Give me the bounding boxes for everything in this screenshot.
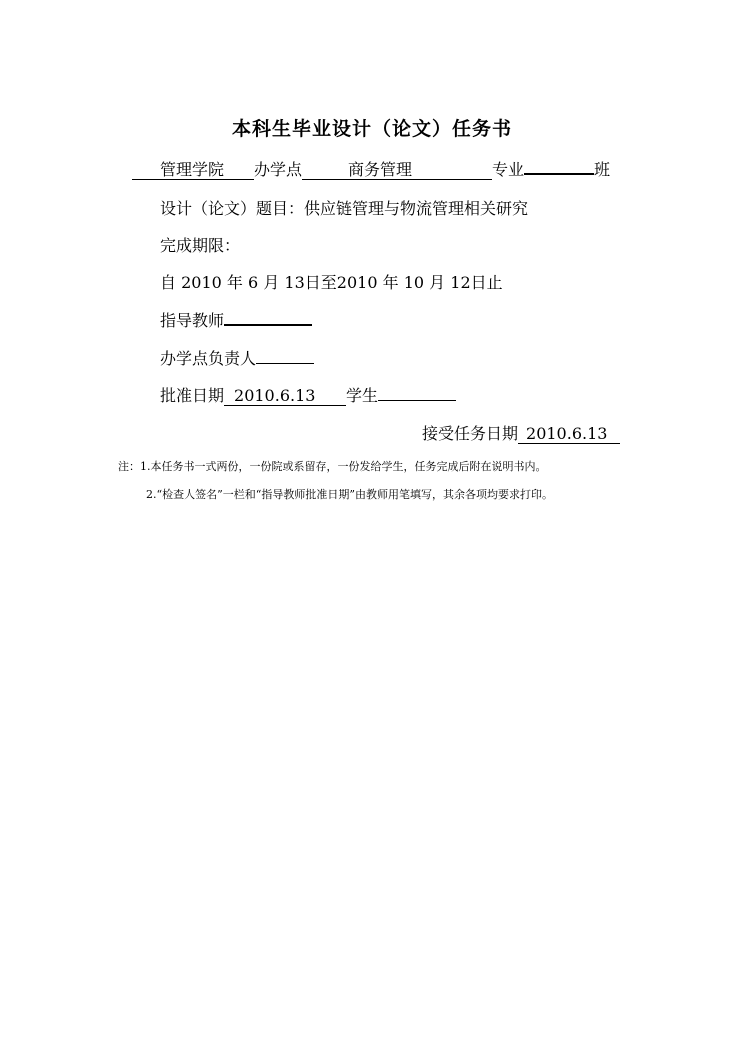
- start-day: 13: [284, 273, 305, 292]
- end-day: 12: [450, 273, 471, 292]
- site-field: [302, 161, 492, 180]
- period-row: [160, 273, 503, 293]
- start-year: 2010: [181, 273, 222, 292]
- major-label: 专业: [492, 160, 525, 179]
- college-field: [132, 161, 254, 180]
- deadline-label: 完成期限：: [160, 236, 241, 255]
- topic-label: 设计（论文）题目：: [160, 199, 305, 218]
- topic-row: [160, 199, 528, 219]
- period-from-text: 自: [160, 273, 177, 292]
- student-label: 学生: [346, 386, 379, 405]
- site-head-label: 办学点负责人: [160, 349, 257, 368]
- note-line-2: 2.“检查人签名”一栏和“指导教师批准日期”由教师用笔填写，其余各项均要求打印。: [146, 488, 553, 501]
- site-head-row: [160, 349, 314, 369]
- site-value: 商务管理: [348, 160, 413, 179]
- topic-value: 供应链管理与物流管理相关研究: [304, 199, 529, 218]
- site-head-field: [256, 363, 314, 364]
- advisor-label: 指导教师: [160, 311, 225, 330]
- student-field: [378, 400, 456, 401]
- document-title: 本科生毕业设计（论文）任务书: [231, 118, 512, 140]
- class-label: 班: [594, 160, 611, 179]
- approval-date-label: 批准日期: [160, 386, 225, 405]
- major-field: [524, 173, 594, 175]
- note-line-1: 注：1.本任务书一式两份，一份院或系留存，一份发给学生，任务完成后附在说明书内。: [118, 460, 547, 473]
- start-month: 6: [248, 273, 259, 292]
- approval-row: [160, 386, 456, 406]
- approval-date-value: 2010.6.13: [234, 386, 316, 405]
- end-month-unit: 月: [429, 273, 446, 292]
- approval-date-field: [224, 387, 346, 406]
- end-month: 10: [403, 273, 425, 292]
- site-label: 办学点: [254, 160, 303, 179]
- start-month-unit: 月: [263, 273, 280, 292]
- accept-row: [422, 424, 620, 444]
- period-to-text: 日至: [304, 273, 337, 292]
- period-end-text: 日止: [470, 273, 503, 292]
- end-year-unit: 年: [382, 273, 399, 292]
- end-year: 2010: [336, 273, 378, 292]
- advisor-row: [160, 311, 312, 331]
- advisor-field: [224, 324, 312, 326]
- accept-date-value: 2010.6.13: [526, 424, 608, 443]
- college-row: [132, 160, 610, 180]
- deadline-row: [160, 236, 240, 256]
- accept-date-field: [518, 425, 620, 444]
- accept-date-label: 接受任务日期: [422, 424, 519, 443]
- start-year-unit: 年: [226, 273, 243, 292]
- college-value: 管理学院: [160, 160, 225, 179]
